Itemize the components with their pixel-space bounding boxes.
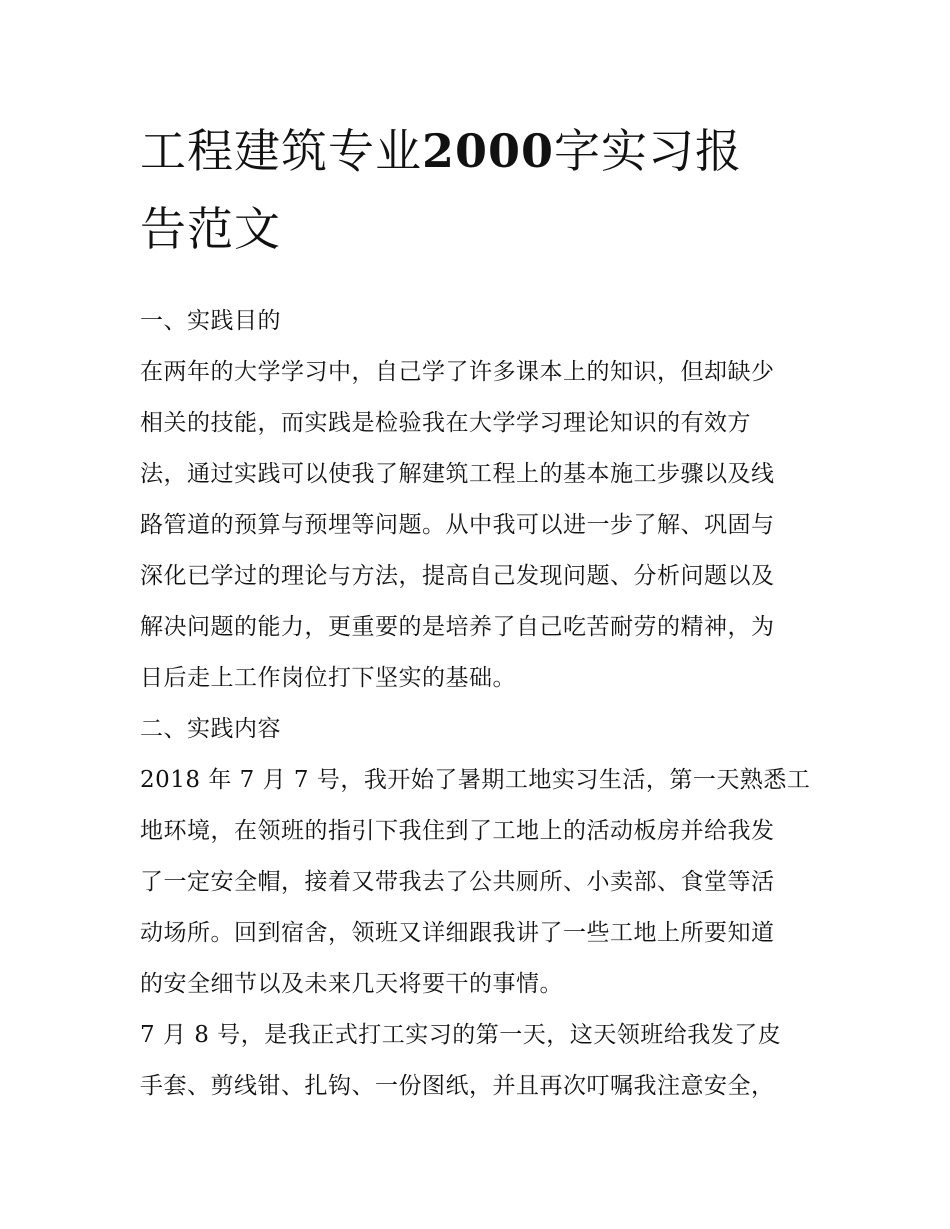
title-number: 2000	[422, 124, 555, 178]
document-body	[140, 296, 820, 1112]
title-text-3: 告范文	[140, 202, 281, 256]
text-line: 在两年的大学学习中，自己学了许多课本上的知识，但却缺少	[140, 359, 775, 385]
text-line: 法，通过实践可以使我了解建筑工程上的基本施工步骤以及线	[140, 461, 775, 487]
text-line: 日后走上工作岗位打下坚实的基础。	[140, 665, 516, 691]
title-text-2: 字实习报	[554, 124, 743, 178]
text-line: 7 月 8 号，是我正式打工实习的第一天，这天领班给我发了皮	[140, 1022, 782, 1048]
text-line: 的安全细节以及未来几天将要干的事情。	[140, 971, 563, 997]
text-line: 路管道的预算与预埋等问题。从中我可以进一步了解、巩固与	[140, 512, 775, 538]
text-line: 2018 年 7 月 7 号，我开始了暑期工地实习生活，第一天熟悉工	[140, 767, 811, 793]
text-line: 了一定安全帽，接着又带我去了公共厕所、小卖部、食堂等活	[140, 869, 775, 895]
text-line: 解决问题的能力，更重要的是培养了自己吃苦耐劳的精神，为	[140, 614, 775, 640]
document-page	[140, 112, 820, 1112]
text-line: 手套、剪线钳、扎钩、一份图纸，并且再次叮嘱我注意安全，	[140, 1073, 775, 1099]
text-line: 相关的技能，而实践是检验我在大学学习理论知识的有效方	[140, 410, 751, 436]
title-text-1: 工程建筑专业	[140, 124, 422, 178]
text-line: 地环境，在领班的指引下我住到了工地上的活动板房并给我发	[140, 818, 775, 844]
document-title	[140, 112, 820, 268]
section-heading-purpose: 一、实践目的	[140, 308, 281, 334]
text-line: 动场所。回到宿舍，领班又详细跟我讲了一些工地上所要知道	[140, 920, 775, 946]
section-heading-content: 二、实践内容	[140, 716, 281, 742]
text-line: 深化已学过的理论与方法，提高自己发现问题、分析问题以及	[140, 563, 775, 589]
